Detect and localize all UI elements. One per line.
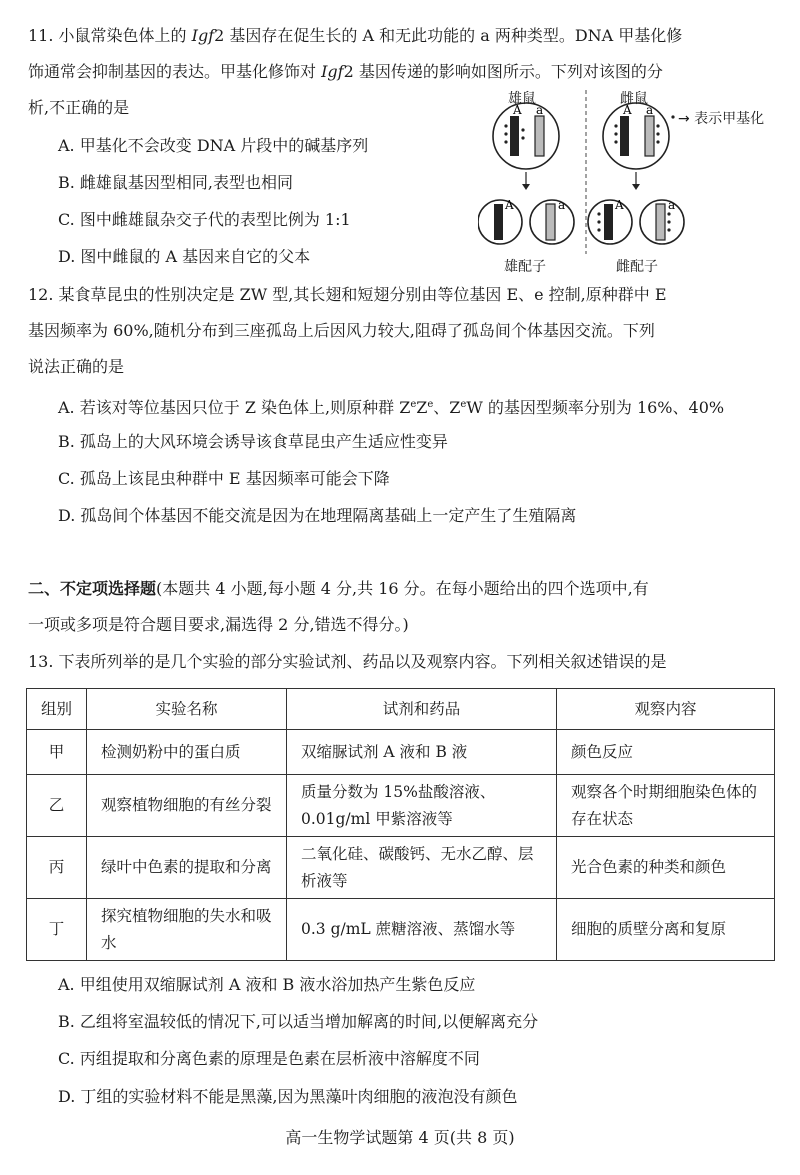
q11-stem-line-2: 饰通常会抑制基因的表达。甲基化修饰对 Igf2 基因传递的影响如图所示。下列对该图的分 — [28, 62, 663, 81]
q13-stem: 13. 下表所列举的是几个实验的部分实验试剂、药品以及观察内容。下列相关叙述错误的是 — [28, 652, 667, 671]
q13-option-b: B. 乙组将室温较低的情况下,可以适当增加解离的时间,以便解离充分 — [58, 1012, 539, 1031]
table-cell: 细胞的质壁分离和复原 — [557, 899, 775, 961]
table-header: 观察内容 — [557, 689, 775, 730]
q11-stem-line-3: 析,不正确的是 — [28, 98, 130, 117]
table-row — [27, 837, 775, 899]
svg-text:A: A — [623, 103, 632, 117]
female-gamete-label: 雌配子 — [616, 259, 658, 275]
female-gamete-a — [640, 198, 684, 244]
q12-stem-line-3: 说法正确的是 — [28, 357, 125, 376]
table-cell: 检测奶粉中的蛋白质 — [87, 730, 287, 775]
section2-title: 二、不定项选择题 — [28, 579, 157, 598]
q13-option-d: D. 丁组的实验材料不能是黑藻,因为黑藻叶肉细胞的液泡没有颜色 — [58, 1087, 518, 1106]
table-cell: 光合色素的种类和颜色 — [557, 837, 775, 899]
male-gamete-label: 雄配子 — [504, 259, 546, 275]
male-gamete-a — [530, 198, 574, 244]
table-cell: 绿叶中色素的提取和分离 — [87, 837, 287, 899]
q12-stem-line-2: 基因频率为 60%,随机分布到三座孤岛上后因风力较大,阻碍了孤岛间个体基因交流。下列 — [28, 321, 655, 340]
svg-text:a: a — [558, 198, 566, 212]
page-footer: 高一生物学试题第 4 页(共 8 页) — [285, 1128, 515, 1147]
table-header: 试剂和药品 — [287, 689, 557, 730]
q13-option-c: C. 丙组提取和分离色素的原理是色素在层析液中溶解度不同 — [58, 1049, 480, 1068]
table-row — [27, 730, 775, 775]
table-row — [27, 899, 775, 961]
q12-stem-line-1: 12. 某食草昆虫的性别决定是 ZW 型,其长翅和短翅分别由等位基因 E、e 控制,原种群中 E — [28, 285, 667, 304]
table-header: 组别 — [27, 689, 87, 730]
table-row — [27, 775, 775, 837]
q11-option-d: D. 图中雌鼠的 A 基因来自它的父本 — [58, 247, 311, 266]
male-parent-cell — [493, 103, 559, 169]
svg-text:A: A — [615, 198, 624, 212]
section2-instructions-line-2: 一项或多项是符合题目要求,漏选得 2 分,错选不得分。) — [28, 615, 409, 634]
table-cell: 探究植物细胞的失水和吸水 — [87, 899, 287, 961]
table-header-row — [27, 689, 775, 730]
svg-text:a: a — [536, 103, 544, 117]
table-cell: 二氧化硅、碳酸钙、无水乙醇、层析液等 — [287, 837, 557, 899]
female-parent-cell — [603, 103, 675, 169]
female-label: 雌鼠 — [620, 91, 648, 107]
table-cell: 丙 — [27, 837, 87, 899]
q12-option-a: A. 若该对等位基因只位于 Z 染色体上,则原种群 $Z^eZ^e$、$Z^eW$ 的基因型频率分别为 16%、40% — [58, 398, 725, 417]
section2-instructions-line-1: 二、不定项选择题(本题共 4 小题,每小题 4 分,共 16 分。在每小题给出的四个选项中,有 — [28, 579, 649, 598]
male-gamete-A — [478, 198, 522, 244]
q13-option-a: A. 甲组使用双缩脲试剂 A 液和 B 液水浴加热产生紫色反应 — [58, 975, 476, 994]
table-cell: 丁 — [27, 899, 87, 961]
methylation-legend: → 表示甲基化 — [678, 111, 765, 127]
methylation-figure — [478, 86, 798, 278]
table-cell: 观察植物细胞的有丝分裂 — [87, 775, 287, 837]
q11-option-c: C. 图中雌雄鼠杂交子代的表型比例为 1:1 — [58, 210, 351, 229]
svg-text:A: A — [505, 198, 514, 212]
q12-option-c: C. 孤岛上该昆虫种群中 E 基因频率可能会下降 — [58, 469, 390, 488]
table-cell: 双缩脲试剂 A 液和 B 液 — [287, 730, 557, 775]
table-cell: 质量分数为 15%盐酸溶液、0.01g/ml 甲紫溶液等 — [287, 775, 557, 837]
q11-option-a: A. 甲基化不会改变 DNA 片段中的碱基序列 — [58, 136, 369, 155]
table-cell: 颜色反应 — [557, 730, 775, 775]
table-cell: 观察各个时期细胞染色体的存在状态 — [557, 775, 775, 837]
svg-text:a: a — [646, 103, 654, 117]
table-cell: 0.3 g/mL 蔗糖溶液、蒸馏水等 — [287, 899, 557, 961]
experiments-table — [26, 688, 775, 961]
male-label: 雄鼠 — [508, 91, 536, 107]
methylation-diagram — [478, 86, 798, 256]
svg-text:a: a — [668, 198, 676, 212]
svg-text:A: A — [513, 103, 522, 117]
table-cell: 乙 — [27, 775, 87, 837]
table-cell: 甲 — [27, 730, 87, 775]
female-gamete-A — [588, 198, 632, 244]
gene-name: Igf — [191, 26, 215, 45]
q11-option-b: B. 雌雄鼠基因型相同,表型也相同 — [58, 173, 294, 192]
table-header: 实验名称 — [87, 689, 287, 730]
q11-stem-line-1: 11. 小鼠常染色体上的 Igf2 基因存在促生长的 A 和无此功能的 a 两种类型。DNA 甲基化修 — [28, 26, 683, 45]
q12-option-b: B. 孤岛上的大风环境会诱导该食草昆虫产生适应性变异 — [58, 432, 448, 451]
q12-option-d: D. 孤岛间个体基因不能交流是因为在地理隔离基础上一定产生了生殖隔离 — [58, 506, 577, 525]
